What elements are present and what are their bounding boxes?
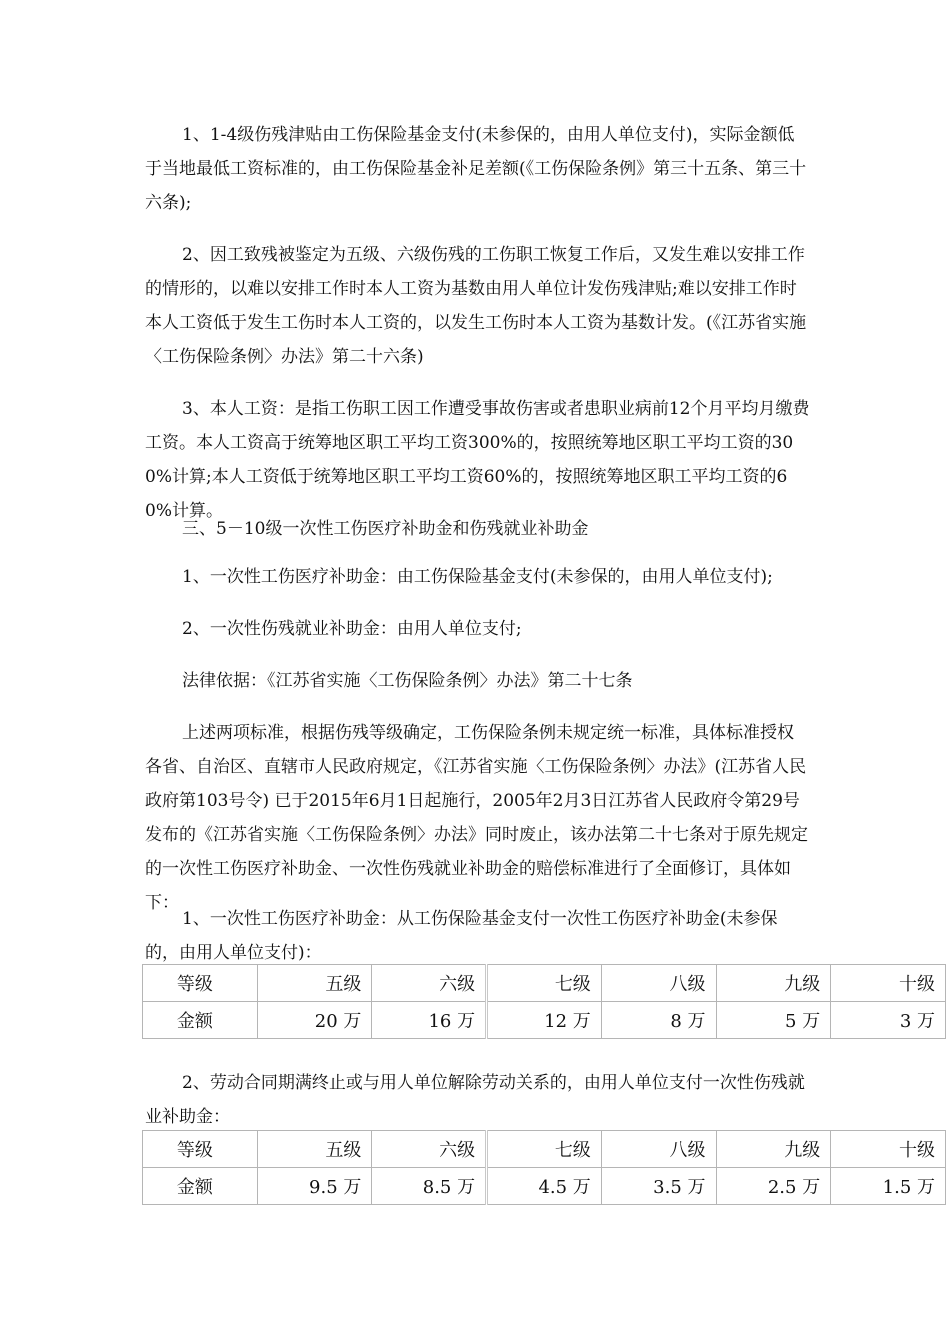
table-cell: 4.5 万 [487,1168,602,1205]
table-cell: 8 万 [601,1002,716,1039]
table-cell: 六级 [372,965,487,1002]
paragraph-2: 2、因工致残被鉴定为五级、六级伤残的工伤职工恢复工作后，又发生难以安排工作的情形的，以难以安排工作时本人工资为基数由用人单位计发伤残津贴;难以安排工作时本人工资低于发生工伤时本人工资的，以发生工伤时本人工资为基数计发。(《江苏省实施〈工伤保险条例〉办法》第二十六条) [145,245,807,367]
table-row [143,965,946,1002]
table-cell: 金额 [143,1168,258,1205]
table-cell: 十级 [831,1131,946,1168]
table-cell: 五级 [257,1131,372,1168]
paragraph-employment-subsidy: 2、一次性伤残就业补助金：由用人单位支付; [182,619,522,639]
table-cell: 八级 [601,965,716,1002]
table-cell: 8.5 万 [372,1168,487,1205]
table-cell: 八级 [601,1131,716,1168]
table-cell: 九级 [716,965,831,1002]
medical-subsidy-table [142,964,946,1039]
table-cell: 九级 [716,1131,831,1168]
legal-basis: 法律依据：《江苏省实施〈工伤保险条例〉办法》第二十七条 [182,671,633,691]
table-cell: 等级 [143,965,258,1002]
paragraph-3: 3、本人工资：是指工伤职工因工作遭受事故伤害或者患职业病前12个月平均月缴费工资。本人工资高于统筹地区职工平均工资300%的，按照统筹地区职工平均工资的300%计算;本人工资低于统筹地区职工平均工资60%的，按照统筹地区职工平均工资的60%计算。 [145,399,810,521]
paragraph-1: 1、1-4级伤残津贴由工伤保险基金支付(未参保的，由用人单位支付)，实际金额低于当地最低工资标准的，由工伤保险基金补足差额(《工伤保险条例》第三十五条、第三十六条); [145,125,807,213]
table-cell: 20 万 [257,1002,372,1039]
employment-subsidy-table [142,1130,946,1205]
table-cell: 3.5 万 [601,1168,716,1205]
table-cell: 16 万 [372,1002,487,1039]
table-row [143,1131,946,1168]
table-cell: 五级 [257,965,372,1002]
paragraph-medical-subsidy: 1、一次性工伤医疗补助金：由工伤保险基金支付(未参保的，由用人单位支付); [182,567,773,587]
paragraph-table2-intro: 2、劳动合同期满终止或与用人单位解除劳动关系的，由用人单位支付一次性伤残就业补助金： [145,1073,805,1127]
table-cell: 3 万 [831,1002,946,1039]
table-row [143,1168,946,1205]
paragraph-table1-intro: 1、一次性工伤医疗补助金：从工伤保险基金支付一次性工伤医疗补助金(未参保的，由用人单位支付)： [145,909,778,963]
table-cell: 12 万 [487,1002,602,1039]
table-cell: 等级 [143,1131,258,1168]
paragraph-standards: 上述两项标准，根据伤残等级确定，工伤保险条例未规定统一标准，具体标准授权各省、自治区、直辖市人民政府规定，《江苏省实施〈工伤保险条例〉办法》(江苏省人民政府第103号令) 已于2015年6月1日起施行，2005年2月3日江苏省人民政府令第29号发布的《江苏省实施〈工伤保险条例〉办法》同时废止，该办法第二十七条对于原先规定的一次性工伤医疗补助金、一次性伤残就业补助金的赔偿标准进行了全面修订，具体如下： [145,723,808,913]
table-cell: 七级 [487,965,602,1002]
table-cell: 十级 [831,965,946,1002]
table-cell: 金额 [143,1002,258,1039]
table-cell: 六级 [372,1131,487,1168]
table-cell: 9.5 万 [257,1168,372,1205]
table-cell: 1.5 万 [831,1168,946,1205]
table-cell: 七级 [487,1131,602,1168]
table-cell: 5 万 [716,1002,831,1039]
table-cell: 2.5 万 [716,1168,831,1205]
table-row [143,1002,946,1039]
section-heading-3: 三、5－10级一次性工伤医疗补助金和伤残就业补助金 [182,519,589,539]
